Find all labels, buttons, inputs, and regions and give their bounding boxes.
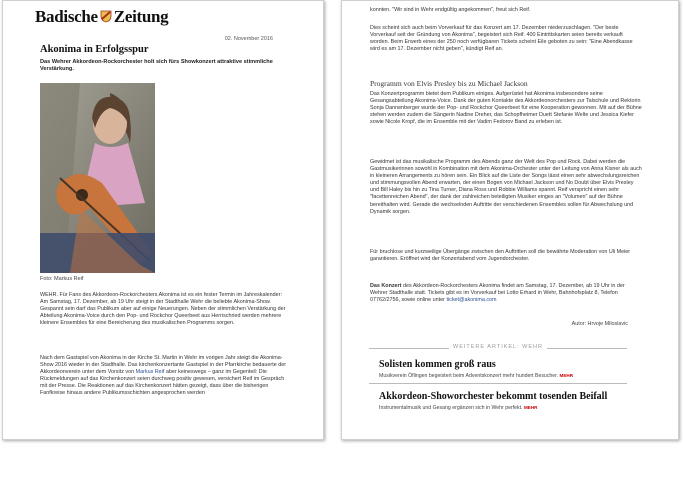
photo-caption: Foto: Markus Reif: [40, 276, 84, 282]
more-articles-heading: WEITERE ARTIKEL: WEHR: [369, 344, 627, 350]
photo-woman-guitar: [40, 83, 155, 273]
paragraph-continued: konnten. "Wir sind in Wehr endgültig angekommen", freut sich Reif.: [370, 7, 531, 13]
section-heading: Programm von Elvis Presley bis zu Michael Jackson: [370, 79, 528, 88]
paragraph-intro: WEHR. Für Fans des Akkordeon-Rockorchesters Akonima ist es ein fester Termin im Jahreskalender: Am Samstag, 17. Dezember, ab 19 Uhr steigt in der Stadthalle Wehr die beliebte Akonima-Show. Gespannt sein darf das Publikum aber auf einige Neuerungen. Neben der stimmlichen Verstärkung der Abteilung Akonima-Voice durch den Pop- und Rockchor Queerbeet aus Herrischried werden mehrere kleinere Ensembles für eine Bereicherung des musikalischen Programms sorgen.: [40, 292, 286, 327]
related-article-teaser: Instrumentalmusik und Gesang ergänzen sich in Wehr perfekt. MEHR: [379, 405, 538, 411]
paragraph-program: Das Konzertprogramm bietet dem Publikum einiges. Aufgerüstet hat Akonima insbesondere seine Gesangsabteilung Akonima-Voice. Dank der guten Kontakte des Akkordeonorchesters zur Talschule und Rektorin Sonja Dannenberger wurde der Pop- und Rockchor Queerbeet für eine Kooperation gewonnen. Mit auf der Bühne stehen werden zudem die Sängerin Nadine Dreher, das Schopfheimer Duett Stefanie Welte und Jessica Kiefer sowie Nicole Kropf, die im Ensemble mit der Vadim Fedorov Band zu erleben ist.: [370, 91, 642, 126]
article-subtitle: Das Wehrer Akkordeon-Rockorchester holt sich fürs Showkonzert attraktive stimmliche Verstärkung.: [40, 59, 273, 72]
article-date: 02. November 2016: [224, 36, 273, 42]
author-link-markus-reif[interactable]: Markus Reif: [135, 369, 165, 376]
left-page: [2, 0, 324, 440]
paragraph-moderation: Für bruchlose und kurzweilige Übergänge zwischen den Auftritten soll die bewährte Moderation von Uli Meier garantieren. Eröffnet wird der Konzertabend vom Jugendorchester.: [370, 249, 631, 263]
crest-icon: [99, 9, 113, 23]
right-page: [341, 0, 679, 440]
divider: [369, 383, 627, 384]
newspaper-logo[interactable]: Badische Zeitung: [35, 7, 169, 26]
paragraph-concert-info: Das Konzert des Akkordeon-Rockorchesters Akonima findet am Samstag, 17. Dezember, ab 19 Uhr in der Wehrer Stadthalle statt. Tickets gibt es im Vorverkauf bei Lotto Erhard in Wehr, Bahnhofsplatz 8, Telefon 07762/2756, sowie online unter ticket@akonima.com: [370, 283, 625, 304]
paragraph-tickets: Dies scheint sich auch beim Vorverkauf für das Konzert am 17. Dezember niederzuschlagen. "Der beste Vorverkauf seit der Gründung von Akonima", begeistert sich Reif. 400 Eintrittskarten seien bereits verkauft worden. Beim Erwerb eines der 250 noch verfügbaren Tickets scheint Eile geboten zu sein: "Eine Abendkasse wird es am 17. Dezember nicht geben", kündigt Reif an.: [370, 25, 633, 53]
email-link[interactable]: ticket@akonima.com: [446, 297, 497, 304]
article-author: Autor: Hrvoje Miloslavic: [571, 321, 628, 327]
related-article-title[interactable]: Solisten kommen groß raus: [379, 359, 496, 370]
article-photo[interactable]: [40, 83, 155, 273]
more-link[interactable]: MEHR: [523, 405, 538, 410]
more-link[interactable]: MEHR: [559, 373, 574, 378]
paragraph-songs: Gewidmet ist das musikalische Programm des Abends ganz der Welt des Pop und Rock. Dabei werden die Gastmusikerinnen sowohl in Kombination mit dem Akonima-Orchester unter der Leitung von Anna Kisner als auch in kleineren Arrangements zu hören sein. Ein Blick auf die Liste der Songs lässt einen sehr abwechslungsreichen und stimmungsvollen Abend erwarten, der einen Bogen von Michael Jackson und No Doubt über Elvis Presley und Bill Haley bis hin zu Tina Turner, Diana Ross und Robbie Williams spannt. Reif verspricht einen sehr "facettenreichen Abend", der dank der zahlreichen beteiligten Musiker einges an "Volumen" auf der Bühne bereithalten wird. Gerade die wechselnden Auftritte der verschiedenen Ensembles sollen für Abwechslung und Dynamik sorgen.: [370, 159, 642, 215]
paragraph-gastspiel: Nach dem Gastspiel von Akonima in der Kirche St. Martin in Wehr im vorigen Jahr steigt die Akonima-Show 2016 wieder in der Stadthalle. Das kirchenkonzertante Gastspiel in der Pfarrkirche bedauerte der Akkordeonverein unter dem Vorsitz von Markus Reif aber keineswegs – ganz im Gegenteil: Die Rückmeldungen auf das Kirchenkonzert seien durchweg positiv gewesen, versichert Reif im Gespräch mit der Presse. Die Reaktionen auf das Kirchenkonzert hätten gezeigt, dass über die bisherigen Fanfkreise hinaus andere Publikumsschichten angesprochen werden: [40, 355, 287, 397]
article-title: Akonima in Erfolgsspur: [40, 44, 149, 55]
related-article-teaser: Musikverein Öflingen begeistert beim Adventskonzert mehr hundert Besucher. MEHR: [379, 373, 574, 379]
related-article-title[interactable]: Akkordeon-Showorchester bekommt tosenden Beifall: [379, 391, 608, 402]
